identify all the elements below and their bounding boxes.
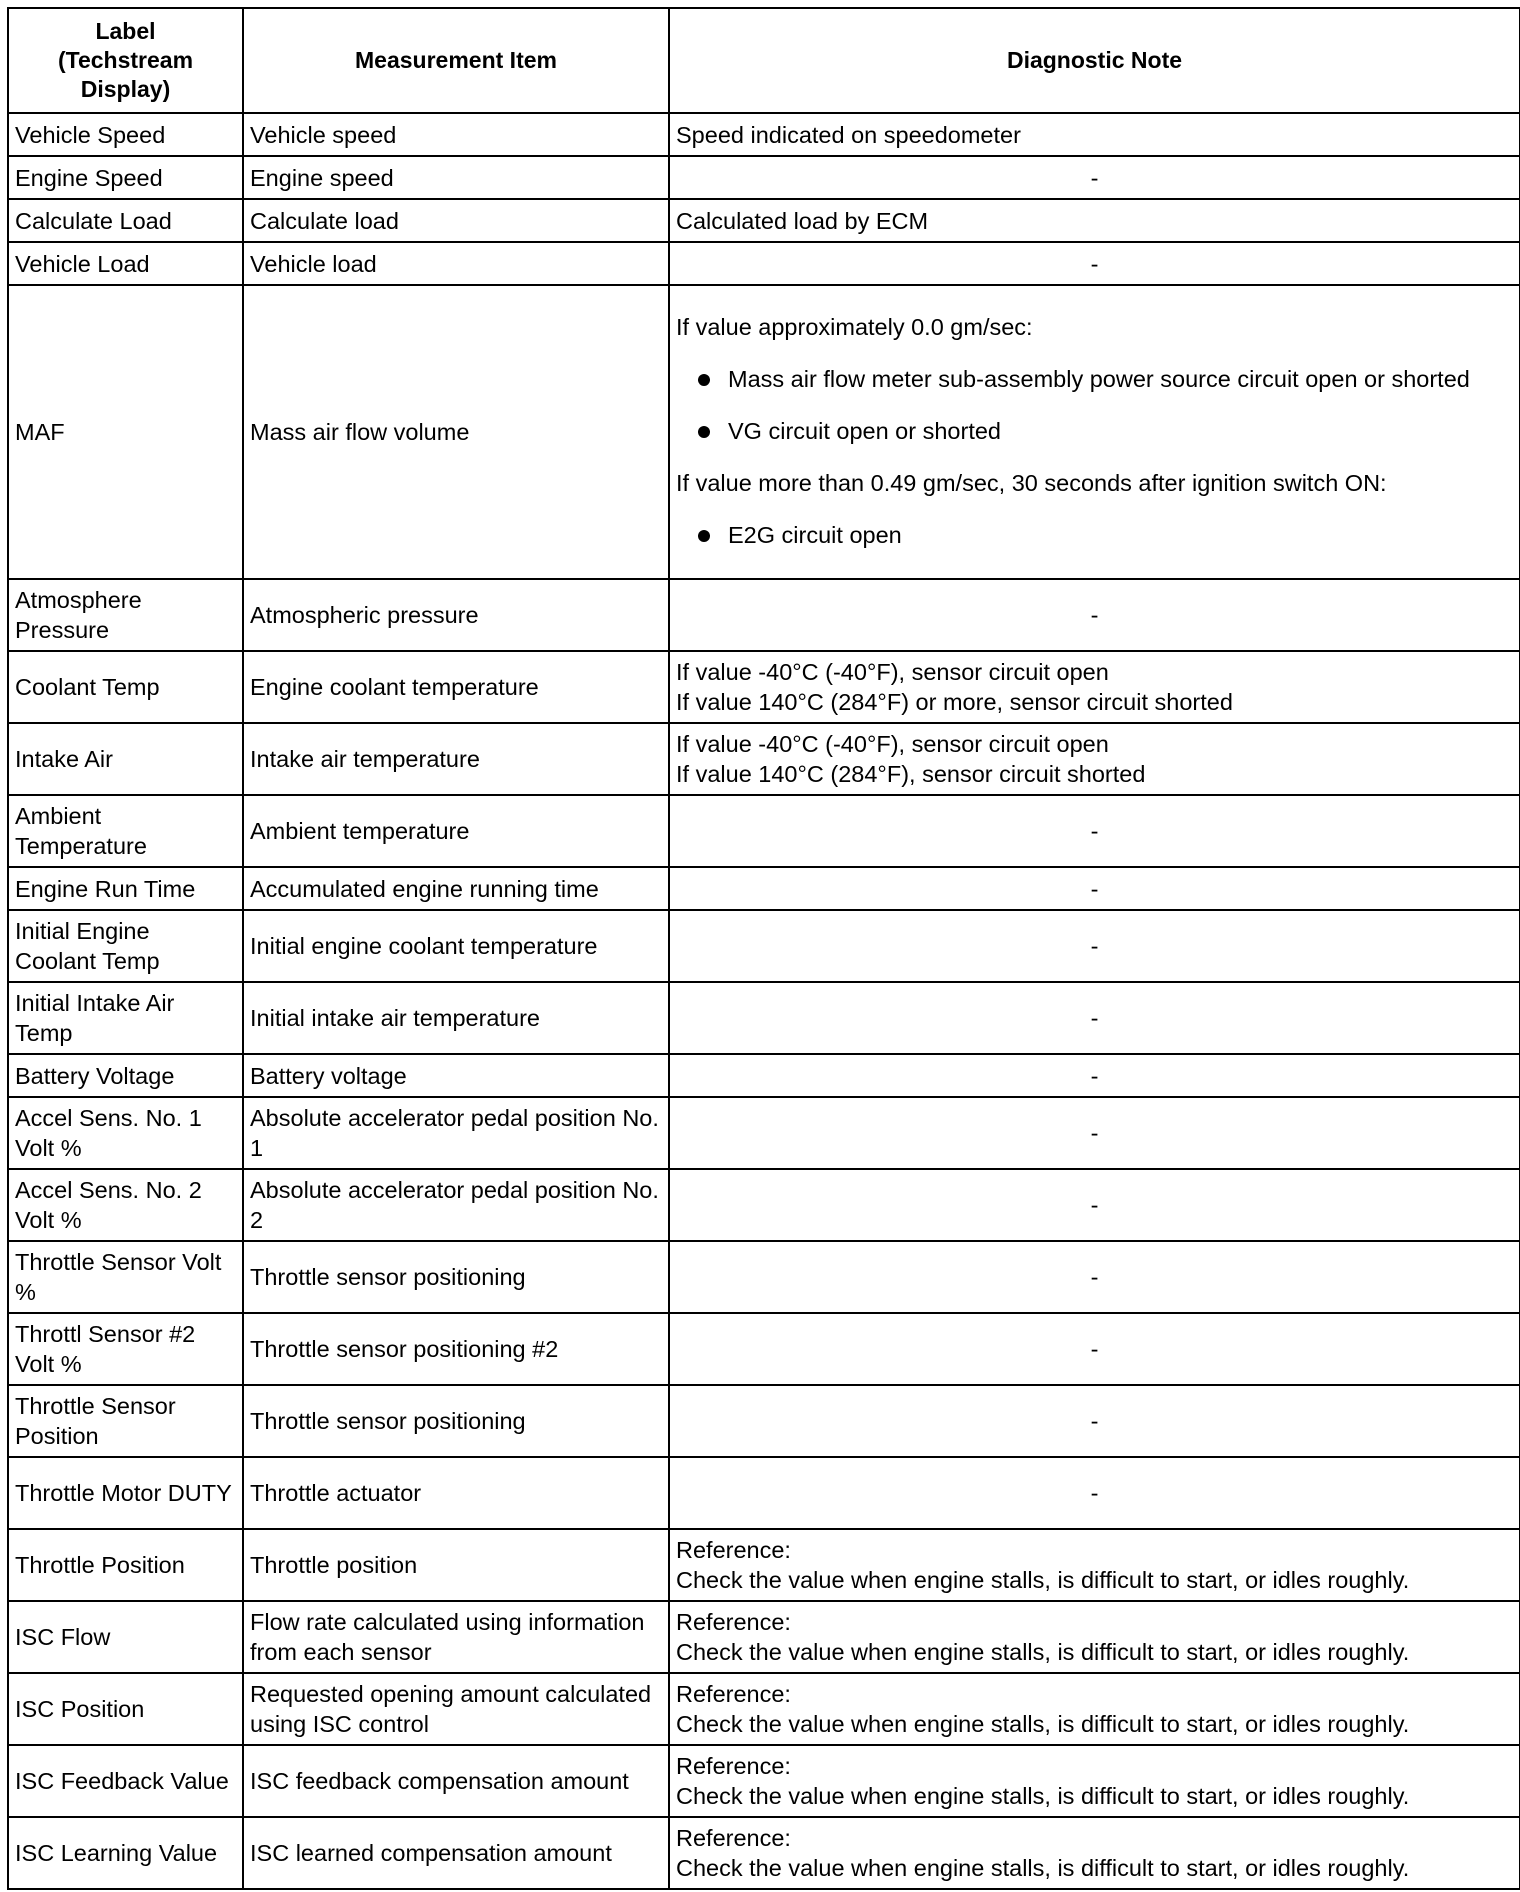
table-row xyxy=(8,1673,1520,1745)
cell-label: Throttle Motor DUTY xyxy=(8,1457,243,1529)
header-diagnostic-note: Diagnostic Note xyxy=(669,8,1520,113)
note-line: - xyxy=(1090,1005,1099,1031)
cell-diagnostic-note xyxy=(669,795,1520,867)
cell-diagnostic-note xyxy=(669,867,1520,910)
cell-diagnostic-note xyxy=(669,285,1520,579)
note-line: - xyxy=(1090,1120,1099,1146)
table-row xyxy=(8,1457,1520,1529)
table-header-row xyxy=(8,8,1520,113)
note-line: Reference: xyxy=(676,1609,791,1635)
cell-label: MAF xyxy=(8,285,243,579)
table-row xyxy=(8,723,1520,795)
cell-label: Calculate Load xyxy=(8,199,243,242)
cell-measurement-item: Vehicle speed xyxy=(243,113,669,156)
table-row xyxy=(8,982,1520,1054)
cell-measurement-item: Absolute accelerator pedal position No. 1 xyxy=(243,1097,669,1169)
table-row xyxy=(8,1097,1520,1169)
header-measurement-item: Measurement Item xyxy=(243,8,669,113)
cell-diagnostic-note xyxy=(669,1817,1520,1889)
cell-measurement-item: Initial intake air temperature xyxy=(243,982,669,1054)
cell-measurement-item: Throttle position xyxy=(243,1529,669,1601)
table-row xyxy=(8,242,1520,285)
note-line: Reference: xyxy=(676,1753,791,1779)
table-row xyxy=(8,867,1520,910)
cell-diagnostic-note xyxy=(669,1241,1520,1313)
cell-label: Intake Air xyxy=(8,723,243,795)
cell-diagnostic-note xyxy=(669,113,1520,156)
cell-diagnostic-note xyxy=(669,1673,1520,1745)
table-row xyxy=(8,1241,1520,1313)
note-line: If value 140°C (284°F), sensor circuit shorted xyxy=(676,761,1146,787)
cell-label: Throttle Sensor Position xyxy=(8,1385,243,1457)
table-row xyxy=(8,579,1520,651)
cell-measurement-item: ISC feedback compensation amount xyxy=(243,1745,669,1817)
cell-measurement-item: Ambient temperature xyxy=(243,795,669,867)
cell-diagnostic-note xyxy=(669,199,1520,242)
cell-measurement-item: Absolute accelerator pedal position No. 2 xyxy=(243,1169,669,1241)
maf-note-bullet-text: VG circuit open or shorted xyxy=(728,418,1001,444)
note-line: Check the value when engine stalls, is difficult to start, or idles roughly. xyxy=(676,1855,1410,1881)
bullet-dot-icon xyxy=(698,530,710,542)
cell-diagnostic-note xyxy=(669,579,1520,651)
maf-note-intro-high: If value more than 0.49 gm/sec, 30 seconds after ignition switch ON: xyxy=(676,470,1387,496)
maf-note-bullet xyxy=(676,520,1513,550)
cell-label: Throttle Position xyxy=(8,1529,243,1601)
cell-measurement-item: Throttle sensor positioning xyxy=(243,1385,669,1457)
cell-label: Engine Speed xyxy=(8,156,243,199)
maf-note-bullet-text: Mass air flow meter sub-assembly power source circuit open or shorted xyxy=(728,366,1470,392)
cell-measurement-item: Battery voltage xyxy=(243,1054,669,1097)
cell-measurement-item: Vehicle load xyxy=(243,242,669,285)
cell-label: Engine Run Time xyxy=(8,867,243,910)
cell-diagnostic-note xyxy=(669,1601,1520,1673)
note-line: If value 140°C (284°F) or more, sensor circuit shorted xyxy=(676,689,1233,715)
cell-measurement-item: Requested opening amount calculated using ISC control xyxy=(243,1673,669,1745)
cell-measurement-item: Intake air temperature xyxy=(243,723,669,795)
cell-diagnostic-note xyxy=(669,242,1520,285)
note-line: - xyxy=(1090,875,1099,902)
table-body xyxy=(8,113,1520,1889)
note-line: - xyxy=(1090,933,1099,959)
table-row xyxy=(8,1054,1520,1097)
cell-label: ISC Flow xyxy=(8,1601,243,1673)
cell-diagnostic-note xyxy=(669,651,1520,723)
note-line: - xyxy=(1090,1336,1099,1362)
note-line: - xyxy=(1090,1264,1099,1290)
cell-measurement-item: Flow rate calculated using information from each sensor xyxy=(243,1601,669,1673)
table-row xyxy=(8,1745,1520,1817)
cell-label: ISC Feedback Value xyxy=(8,1745,243,1817)
maf-note-bullet-text: E2G circuit open xyxy=(728,522,902,548)
note-line: Check the value when engine stalls, is difficult to start, or idles roughly. xyxy=(676,1783,1410,1809)
note-line: - xyxy=(1090,1062,1099,1089)
cell-measurement-item: Mass air flow volume xyxy=(243,285,669,579)
table-row xyxy=(8,1385,1520,1457)
cell-diagnostic-note xyxy=(669,1313,1520,1385)
cell-diagnostic-note xyxy=(669,1054,1520,1097)
diagnostic-data-table xyxy=(7,7,1520,1890)
note-line: Reference: xyxy=(676,1537,791,1563)
note-line: - xyxy=(1090,250,1099,277)
cell-diagnostic-note xyxy=(669,156,1520,199)
cell-label: Accel Sens. No. 1 Volt % xyxy=(8,1097,243,1169)
cell-measurement-item: Throttle sensor positioning #2 xyxy=(243,1313,669,1385)
maf-note-intro-low: If value approximately 0.0 gm/sec: xyxy=(676,314,1033,340)
note-line: Check the value when engine stalls, is difficult to start, or idles roughly. xyxy=(676,1567,1410,1593)
note-line: Reference: xyxy=(676,1681,791,1707)
cell-measurement-item: Throttle actuator xyxy=(243,1457,669,1529)
cell-diagnostic-note xyxy=(669,723,1520,795)
cell-diagnostic-note xyxy=(669,1097,1520,1169)
table-row xyxy=(8,1169,1520,1241)
maf-note-bullet xyxy=(676,416,1513,446)
cell-label: Vehicle Speed xyxy=(8,113,243,156)
note-line: Check the value when engine stalls, is difficult to start, or idles roughly. xyxy=(676,1711,1410,1737)
cell-label: Ambient Temperature xyxy=(8,795,243,867)
table-row xyxy=(8,795,1520,867)
cell-label: ISC Learning Value xyxy=(8,1817,243,1889)
cell-measurement-item: Initial engine coolant temperature xyxy=(243,910,669,982)
cell-diagnostic-note xyxy=(669,1169,1520,1241)
table-row xyxy=(8,910,1520,982)
cell-diagnostic-note xyxy=(669,1745,1520,1817)
note-line: If value -40°C (-40°F), sensor circuit open xyxy=(676,659,1109,685)
table-row xyxy=(8,199,1520,242)
note-line: Check the value when engine stalls, is difficult to start, or idles roughly. xyxy=(676,1639,1410,1665)
note-line: - xyxy=(1090,164,1099,191)
cell-diagnostic-note xyxy=(669,982,1520,1054)
table-row xyxy=(8,651,1520,723)
cell-label: Vehicle Load xyxy=(8,242,243,285)
note-line: - xyxy=(1090,1480,1099,1506)
table-row xyxy=(8,1313,1520,1385)
maf-note-bullet xyxy=(676,364,1513,394)
table-row xyxy=(8,1601,1520,1673)
table-row-maf xyxy=(8,285,1520,579)
cell-label: Initial Intake Air Temp xyxy=(8,982,243,1054)
cell-label: Battery Voltage xyxy=(8,1054,243,1097)
note-line: Calculated load by ECM xyxy=(676,207,929,234)
cell-label: Throttle Sensor Volt % xyxy=(8,1241,243,1313)
cell-label: Accel Sens. No. 2 Volt % xyxy=(8,1169,243,1241)
table-row xyxy=(8,1529,1520,1601)
note-line: - xyxy=(1090,602,1099,628)
cell-measurement-item: Calculate load xyxy=(243,199,669,242)
note-line: - xyxy=(1090,1408,1099,1434)
table-row xyxy=(8,1817,1520,1889)
cell-diagnostic-note xyxy=(669,1529,1520,1601)
cell-label: ISC Position xyxy=(8,1673,243,1745)
cell-label: Throttl Sensor #2 Volt % xyxy=(8,1313,243,1385)
cell-measurement-item: Engine coolant temperature xyxy=(243,651,669,723)
cell-diagnostic-note xyxy=(669,1385,1520,1457)
header-label xyxy=(8,8,243,113)
note-line: If value -40°C (-40°F), sensor circuit open xyxy=(676,731,1109,757)
cell-measurement-item: Accumulated engine running time xyxy=(243,867,669,910)
table-row xyxy=(8,113,1520,156)
cell-label: Coolant Temp xyxy=(8,651,243,723)
cell-diagnostic-note xyxy=(669,1457,1520,1529)
cell-label: Atmosphere Pressure xyxy=(8,579,243,651)
cell-measurement-item: ISC learned compensation amount xyxy=(243,1817,669,1889)
table-row xyxy=(8,156,1520,199)
note-line: - xyxy=(1090,818,1099,844)
cell-measurement-item: Engine speed xyxy=(243,156,669,199)
bullet-dot-icon xyxy=(698,374,710,386)
note-line: Speed indicated on speedometer xyxy=(676,121,1021,148)
header-label-text: Label (Techstream Display) xyxy=(57,18,194,102)
note-line: Reference: xyxy=(676,1825,791,1851)
cell-diagnostic-note xyxy=(669,910,1520,982)
note-line: - xyxy=(1090,1192,1099,1218)
cell-measurement-item: Atmospheric pressure xyxy=(243,579,669,651)
cell-measurement-item: Throttle sensor positioning xyxy=(243,1241,669,1313)
bullet-dot-icon xyxy=(698,426,710,438)
cell-label: Initial Engine Coolant Temp xyxy=(8,910,243,982)
